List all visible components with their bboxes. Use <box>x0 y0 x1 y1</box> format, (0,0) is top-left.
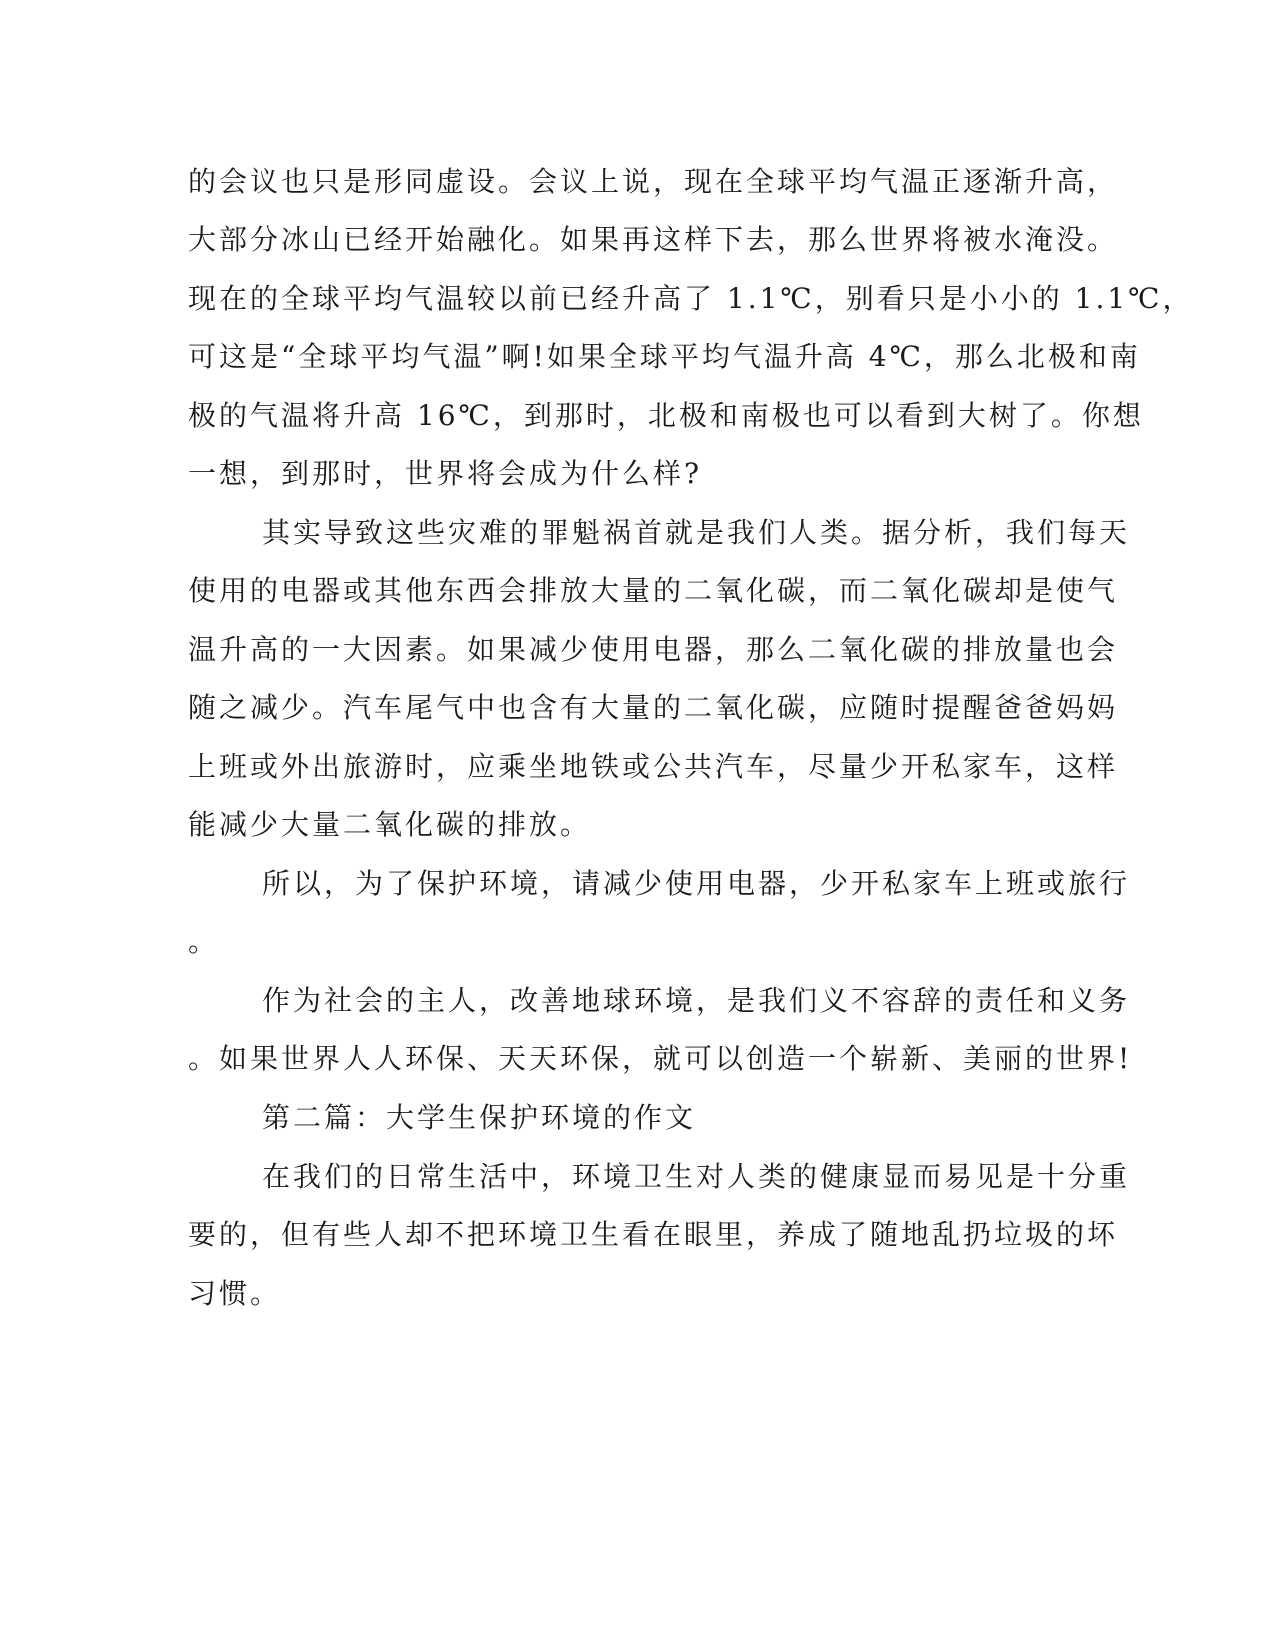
text-line: 现在的全球平均气温较以前已经升高了 1.1℃，别看只是小小的 1.1℃， <box>188 282 1194 315</box>
text-line: 一想，到那时，世界将会成为什么样? <box>188 457 703 490</box>
section-heading: 第二篇：大学生保护环境的作文 <box>262 1101 697 1134</box>
text-line: 要的，但有些人却不把环境卫生看在眼里，养成了随地乱扔垃圾的坏 <box>188 1218 1119 1251</box>
text-line: 可这是“全球平均气温”啊!如果全球平均气温升高 4℃，那么北极和南 <box>188 340 1141 373</box>
text-line: 随之减少。汽车尾气中也含有大量的二氧化碳，应随时提醒爸爸妈妈 <box>188 691 1119 724</box>
text-line: 大部分冰山已经开始融化。如果再这样下去，那么世界将被水淹没。 <box>188 223 1119 256</box>
paragraph-first-line: 其实导致这些灾难的罪魁祸首就是我们人类。据分析，我们每天 <box>262 516 1131 549</box>
text-line: 能减少大量二氧化碳的排放。 <box>188 808 592 841</box>
text-line: 上班或外出旅游时，应乘坐地铁或公共汽车，尽量少开私家车，这样 <box>188 750 1119 783</box>
paragraph-first-line: 在我们的日常生活中，环境卫生对人类的健康显而易见是十分重 <box>262 1160 1131 1193</box>
paragraph-first-line: 作为社会的主人，改善地球环境，是我们义不容辞的责任和义务 <box>262 984 1131 1017</box>
text-line: 的会议也只是形同虚设。会议上说，现在全球平均气温正逐渐升高， <box>188 165 1119 198</box>
text-line: 使用的电器或其他东西会排放大量的二氧化碳，而二氧化碳却是使气 <box>188 574 1119 607</box>
text-line: 温升高的一大因素。如果减少使用电器，那么二氧化碳的排放量也会 <box>188 633 1119 666</box>
text-line: 极的气温将升高 16℃，到那时，北极和南极也可以看到大树了。你想 <box>188 399 1144 432</box>
text-line: 。 <box>188 925 220 958</box>
text-line: 。如果世界人人环保、天天环保，就可以创造一个崭新、美丽的世界! <box>188 1042 1133 1075</box>
text-line: 习惯。 <box>188 1277 282 1310</box>
paragraph-first-line: 所以，为了保护环境，请减少使用电器，少开私家车上班或旅行 <box>262 867 1131 900</box>
